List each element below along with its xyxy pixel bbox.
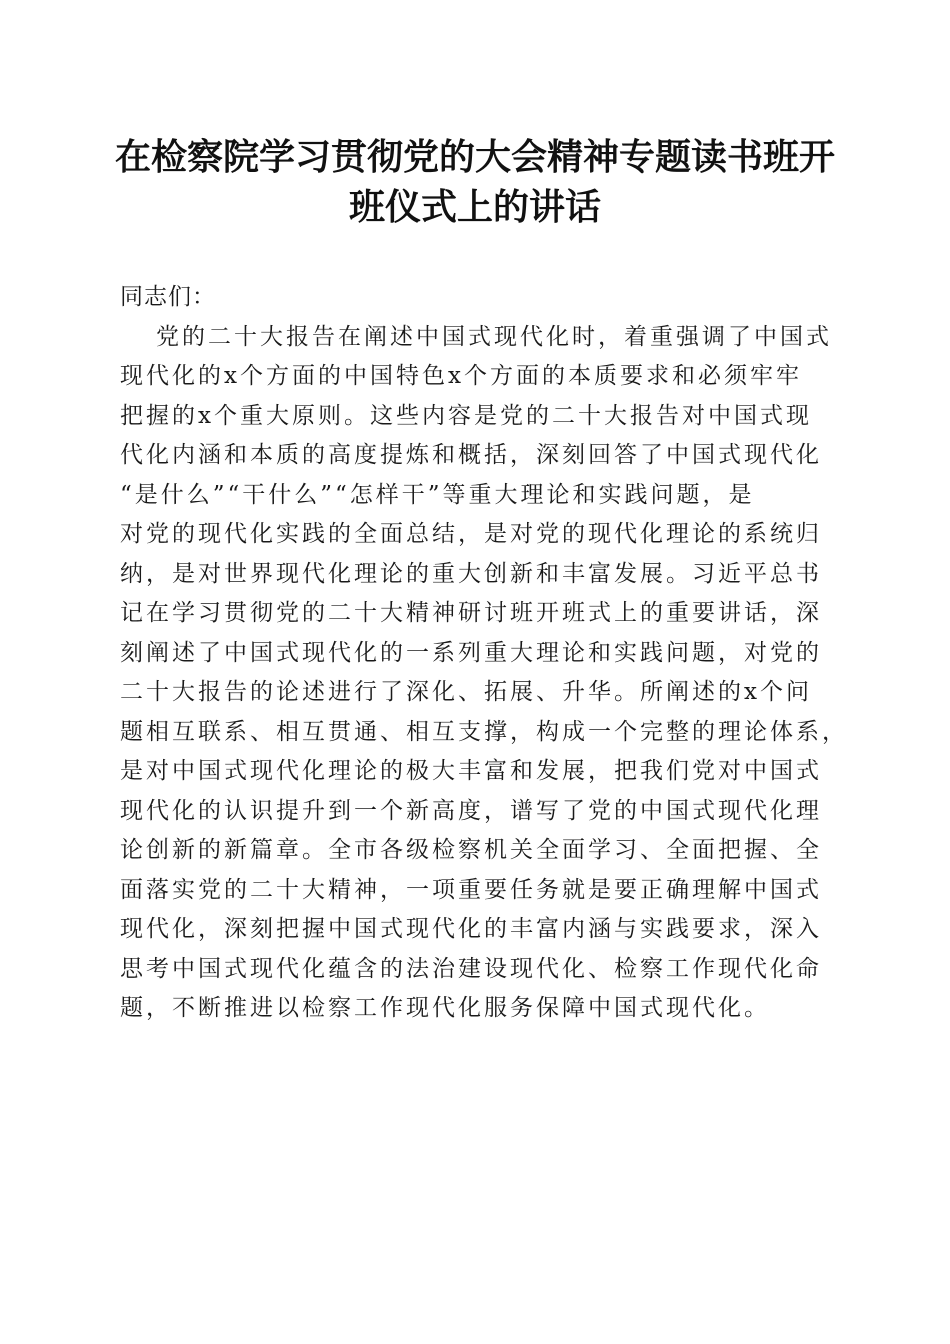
title-line-1: 在检察院学习贯彻党的大会精神专题读书班开: [114, 136, 835, 178]
paragraph-line: 把握的x个重大原则。这些内容是党的二十大报告对中国式现: [120, 402, 812, 429]
paragraph-line: 刻阐述了中国式现代化的一系列重大理论和实践问题，对党的: [120, 639, 822, 666]
paragraph-line: “是什么”“干什么”“怎样干”等重大理论和实践问题，是: [120, 481, 755, 508]
paragraph-line: 党的二十大报告在阐述中国式现代化时，着重强调了中国式: [156, 323, 832, 350]
paragraph-line: 代化内涵和本质的高度提炼和概括，深刻回答了中国式现代化: [120, 442, 822, 468]
paragraph-line: 题，不断推进以检察工作现代化服务保障中国式现代化。: [120, 995, 770, 1021]
salutation: 同志们：: [120, 284, 216, 310]
paragraph-line: 论创新的新篇章。全市各级检察机关全面学习、全面把握、全: [120, 837, 822, 863]
paragraph-line: 题相互联系、相互贯通、相互支撑，构成一个完整的理论体系，: [120, 718, 848, 745]
paragraph-line: 对党的现代化实践的全面总结，是对党的现代化理论的系统归: [120, 521, 822, 547]
paragraph-line: 现代化的x个方面的中国特色x个方面的本质要求和必须牢牢: [120, 363, 802, 389]
paragraph-line: 记在学习贯彻党的二十大精神研讨班开班式上的重要讲话，深: [120, 600, 822, 626]
title-line-2: 班仪式上的讲话: [348, 186, 601, 228]
paragraph-line: 现代化的认识提升到一个新高度，谱写了党的中国式现代化理: [120, 797, 822, 824]
paragraph-line: 面落实党的二十大精神，一项重要任务就是要正确理解中国式: [120, 876, 822, 903]
paragraph-line: 二十大报告的论述进行了深化、拓展、升华。所阐述的x个问: [120, 679, 812, 705]
paragraph-line: 是对中国式现代化理论的极大丰富和发展，把我们党对中国式: [120, 758, 822, 784]
paragraph-line: 纳，是对世界现代化理论的重大创新和丰富发展。习近平总书: [120, 560, 822, 587]
document-title: [100, 132, 850, 232]
document-body: [120, 278, 848, 1029]
paragraph-line: 思考中国式现代化蕴含的法治建设现代化、检察工作现代化命: [120, 955, 822, 982]
paragraph-line: 现代化，深刻把握中国式现代化的丰富内涵与实践要求，深入: [120, 916, 822, 942]
